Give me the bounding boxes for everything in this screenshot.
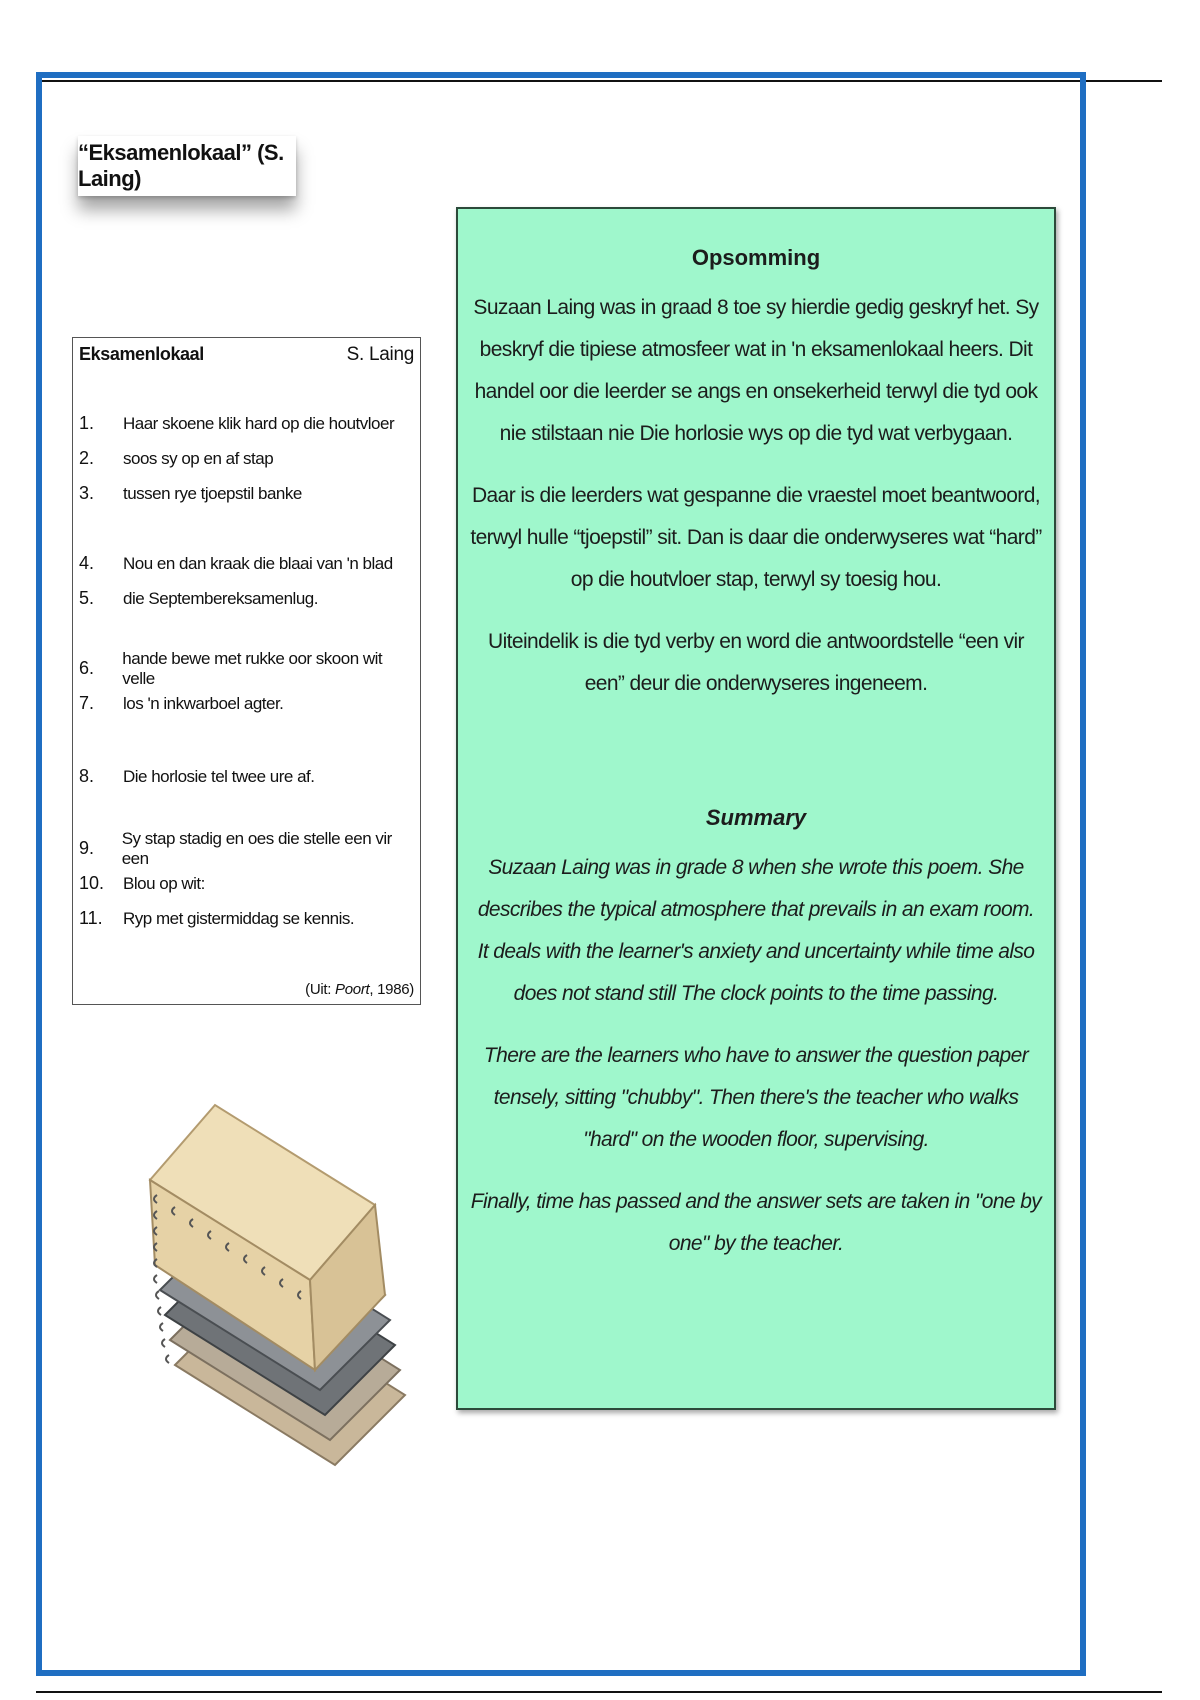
line-number: 10. — [79, 873, 105, 893]
line-number: 7. — [79, 693, 95, 713]
line-number: 9. — [79, 838, 95, 858]
poem-author: S. Laing — [346, 344, 414, 365]
poem-line — [79, 901, 414, 936]
stanza-1 — [79, 406, 414, 511]
line-number: 3. — [79, 483, 95, 503]
summary-paragraph-af: Suzaan Laing was in graad 8 toe sy hierdie gedig geskryf het. Sy beskryf die tipiese atmosfeer wat in 'n eksamenlokaal heers. Dit handel oor die leerder se angs en onsekerheid terwyl die tyd ook nie stilstaan nie Die horlosie wys op die tyd wat verbygaan. — [473, 296, 1039, 445]
source-book: Poort — [335, 981, 370, 998]
poem-line — [79, 828, 414, 868]
notebook-stack-icon — [135, 1085, 415, 1505]
line-text: Nou en dan kraak die blaai van 'n blad — [123, 553, 393, 573]
poem-header — [79, 344, 414, 366]
stanza-2 — [79, 546, 414, 616]
summary-paragraph-en: Finally, time has passed and the answer sets are taken in "one by one" by the teacher. — [470, 1190, 1042, 1255]
line-text: Haar skoene klik hard op die houtvloer — [123, 413, 395, 433]
line-text: Die horlosie tel twee ure af. — [123, 766, 315, 786]
line-text: hande bewe met rukke oor skoon wit velle — [122, 648, 383, 688]
bottom-rule — [36, 1691, 1162, 1693]
poem-line — [79, 406, 414, 441]
summary-paragraph-en: There are the learners who have to answer the question paper tensely, sitting "chubby". Then there's the teacher who walks "hard" on the wooden floor, supervising. — [483, 1044, 1029, 1151]
line-number: 8. — [79, 766, 95, 786]
line-number: 2. — [79, 448, 95, 468]
poem-line — [79, 476, 414, 511]
poem-source — [305, 981, 414, 998]
line-number: 11. — [79, 908, 103, 928]
line-text: die Septembereksamenlug. — [123, 588, 318, 608]
source-suffix: , 1986) — [369, 981, 414, 998]
summary-heading-en: Summary — [705, 805, 807, 830]
stanza-4 — [79, 759, 414, 794]
line-text: soos sy op en af stap — [123, 448, 274, 468]
line-text: tussen rye tjoepstil banke — [123, 483, 302, 503]
summary-panel — [456, 207, 1056, 1410]
stanza-3 — [79, 648, 414, 721]
line-text: Sy stap stadig en oes die stelle een vir een — [121, 828, 392, 868]
line-text: Blou op wit: — [123, 873, 205, 893]
summary-afrikaans — [470, 245, 1042, 705]
stanza-5 — [79, 828, 414, 936]
poem-title: Eksamenlokaal — [79, 344, 204, 364]
poem-box — [72, 337, 421, 1005]
poem-title-label: “Eksamenlokaal” (S. Laing) — [78, 136, 296, 196]
poem-line — [79, 759, 414, 794]
line-text: Ryp met gistermiddag se kennis. — [123, 908, 355, 928]
line-text: los 'n inkwarboel agter. — [123, 693, 284, 713]
poem-line — [79, 581, 414, 616]
summary-heading-af: Opsomming — [691, 245, 821, 270]
summary-paragraph-af: Daar is die leerders wat gespanne die vraestel moet beantwoord, terwyl hulle “tjoepstil” sit. Dan is daar die onderwyseres wat “hard” op die houtvloer stap, terwyl sy toesig hou. — [470, 484, 1042, 591]
line-number: 6. — [79, 658, 95, 678]
line-number: 1. — [79, 413, 95, 433]
poem-line — [79, 648, 414, 688]
poem-line — [79, 546, 414, 581]
summary-english — [470, 805, 1042, 1265]
summary-paragraph-af: Uiteindelik is die tyd verby en word die antwoordstelle “een vir een” deur die onderwyseres ingeneem. — [488, 630, 1024, 695]
poem-line — [79, 441, 414, 476]
poem-line — [79, 686, 414, 721]
summary-content — [470, 245, 1042, 1285]
poem-line — [79, 866, 414, 901]
line-number: 5. — [79, 588, 95, 608]
line-number: 4. — [79, 553, 95, 573]
source-prefix: (Uit: — [305, 981, 336, 998]
summary-paragraph-en: Suzaan Laing was in grade 8 when she wrote this poem. She describes the typical atmosphere that prevails in an exam room. It deals with the learner's anxiety and uncertainty while time also does not stand still The clock points to the time passing. — [477, 856, 1035, 1005]
